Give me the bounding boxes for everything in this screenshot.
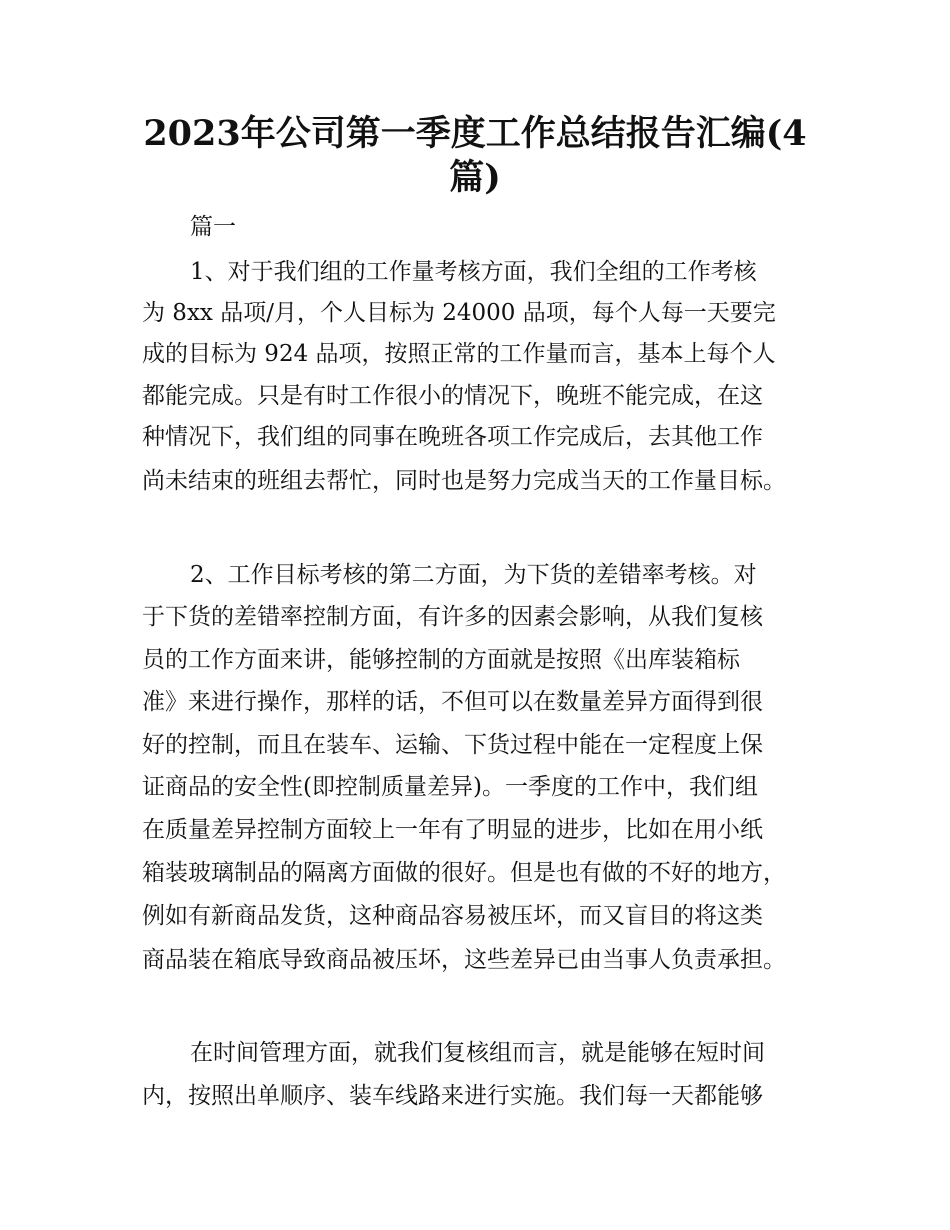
- paragraph-1-line-5: 种情况下，我们组的同事在晚班各项工作完成后，去其他工作: [142, 424, 763, 450]
- paragraph-1-line-2: 为 8xx 品项/月，个人目标为 24000 品项，每个人每一天要完: [142, 300, 776, 326]
- section-label: 篇一: [190, 214, 236, 240]
- paragraph-2-line-4: 准》来进行操作，那样的话，不但可以在数量差异方面得到很: [142, 689, 763, 715]
- paragraph-2-line-9: 例如有新商品发货，这种商品容易被压坏，而又盲目的将这类: [142, 903, 763, 929]
- title-line-2: 篇): [449, 157, 501, 198]
- title-line-1: 2023年公司第一季度工作总结报告汇编(4: [143, 113, 807, 154]
- paragraph-2-line-8: 箱装玻璃制品的隔离方面做的很好。但是也有做的不好的地方，: [142, 860, 786, 886]
- paragraph-2-line-10: 商品装在箱底导致商品被压坏，这些差异已由当事人负责承担。: [142, 947, 786, 973]
- paragraph-2-line-1: 2、工作目标考核的第二方面，为下货的差错率考核。对: [190, 562, 757, 588]
- paragraph-3-line-1: 在时间管理方面，就我们复核组而言，就是能够在短时间: [190, 1040, 765, 1066]
- paragraph-2-line-2: 于下货的差错率控制方面，有许多的因素会影响，从我们复核: [142, 604, 763, 630]
- paragraph-1-line-1: 1、对于我们组的工作量考核方面，我们全组的工作考核: [190, 259, 757, 285]
- paragraph-2-line-5: 好的控制，而且在装车、运输、下货过程中能在一定程度上保: [142, 732, 763, 758]
- paragraph-1-line-3: 成的目标为 924 品项，按照正常的工作量而言，基本上每个人: [142, 341, 776, 367]
- paragraph-2-line-7: 在质量差异控制方面较上一年有了明显的进步，比如在用小纸: [142, 817, 763, 843]
- paragraph-3-line-2: 内，按照出单顺序、装车线路来进行实施。我们每一天都能够: [142, 1083, 763, 1109]
- paragraph-1-line-6: 尚未结束的班组去帮忙，同时也是努力完成当天的工作量目标。: [142, 468, 786, 494]
- paragraph-1-line-4: 都能完成。只是有时工作很小的情况下，晚班不能完成，在这: [142, 383, 763, 409]
- document-title: [140, 112, 810, 200]
- paragraph-2-line-3: 员的工作方面来讲，能够控制的方面就是按照《出库装箱标: [142, 647, 740, 673]
- paragraph-2-line-6: 证商品的安全性(即控制质量差异)。一季度的工作中，我们组: [142, 774, 758, 800]
